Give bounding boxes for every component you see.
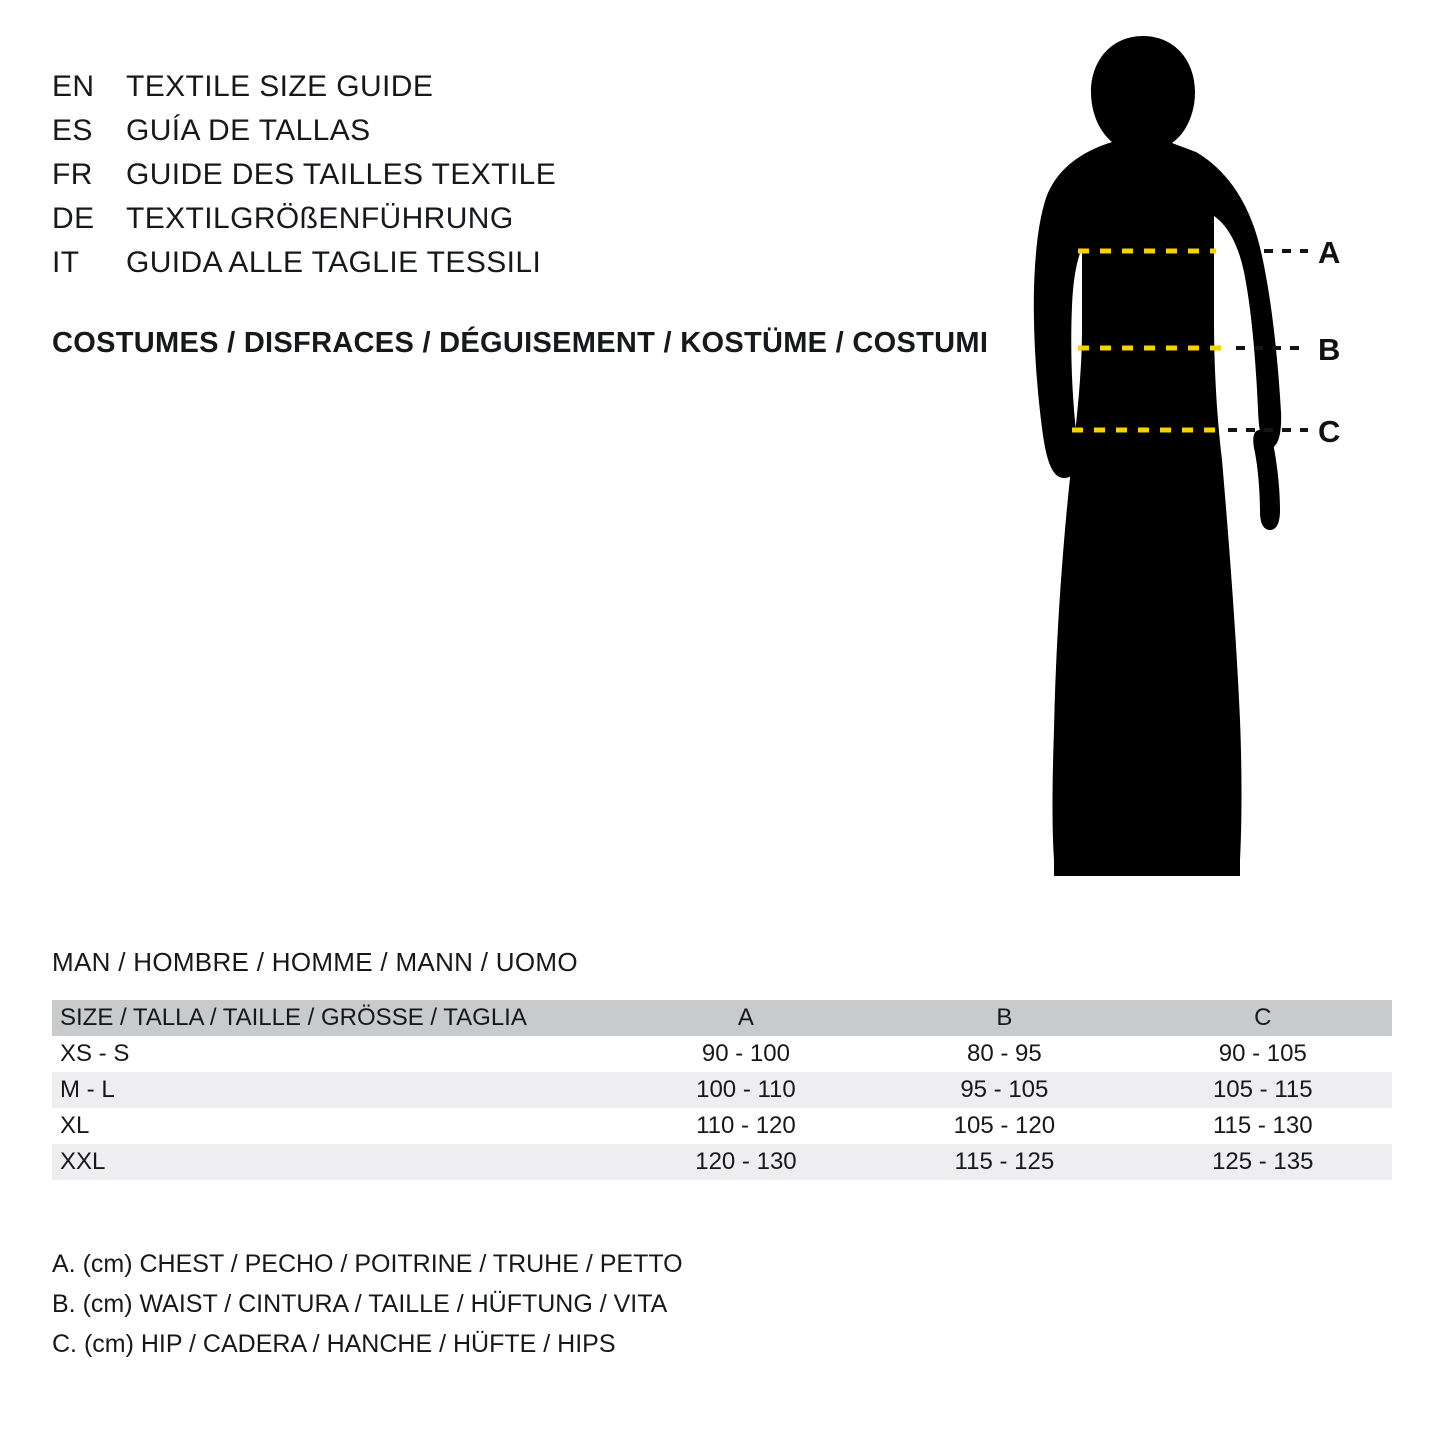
cell-size: XS - S xyxy=(60,1040,130,1067)
cell-a: 100 - 110 xyxy=(696,1076,796,1103)
language-text-it: GUIDA ALLE TAGLIE TESSILI xyxy=(126,246,542,279)
figure-label-c: C xyxy=(1318,414,1341,449)
table-row xyxy=(52,1036,1392,1072)
cell-size: XXL xyxy=(60,1148,106,1175)
silhouette-shape xyxy=(1034,36,1281,876)
table-row xyxy=(52,1072,1392,1108)
figure-label-a: A xyxy=(1318,235,1341,270)
language-code-de: DE xyxy=(52,202,95,235)
table-row xyxy=(52,1144,1392,1180)
cell-c: 105 - 115 xyxy=(1212,1076,1313,1103)
cell-c: 90 - 105 xyxy=(1218,1040,1307,1067)
table-header-row xyxy=(52,1000,1392,1036)
cell-a: 110 - 120 xyxy=(696,1112,796,1139)
body-figure xyxy=(960,30,1380,910)
legend-line-a: A. (cm) CHEST / PECHO / POITRINE / TRUHE / PETTO xyxy=(52,1250,683,1278)
cell-b: 115 - 125 xyxy=(954,1148,1055,1175)
language-code-fr: FR xyxy=(52,158,93,191)
cell-size: M - L xyxy=(60,1076,115,1103)
cell-b: 80 - 95 xyxy=(966,1040,1042,1067)
language-row-fr xyxy=(52,158,1012,202)
category-line: COSTUMES / DISFRACES / DÉGUISEMENT / KOSTÜME / COSTUMI xyxy=(52,327,989,359)
cell-a: 90 - 100 xyxy=(701,1040,790,1067)
legend-line-c: C. (cm) HIP / CADERA / HANCHE / HÜFTE / HIPS xyxy=(52,1330,616,1358)
language-row-it xyxy=(52,246,1012,290)
cell-size: XL xyxy=(60,1112,90,1139)
cell-c: 115 - 130 xyxy=(1212,1112,1313,1139)
language-row-es xyxy=(52,114,1012,158)
language-text-en: TEXTILE SIZE GUIDE xyxy=(126,70,434,103)
cell-c: 125 - 135 xyxy=(1212,1148,1314,1175)
language-code-en: EN xyxy=(52,70,95,103)
table-group-title: MAN / HOMBRE / HOMME / MANN / UOMO xyxy=(52,947,578,977)
cell-a: 120 - 130 xyxy=(695,1148,797,1175)
language-list xyxy=(52,70,1012,290)
language-row-en xyxy=(52,70,1012,114)
table-header-b: B xyxy=(996,1004,1013,1031)
language-text-fr: GUIDE DES TAILLES TEXTILE xyxy=(126,158,557,191)
language-row-de xyxy=(52,202,1012,246)
table-header-size: SIZE / TALLA / TAILLE / GRÖSSE / TAGLIA xyxy=(60,1004,527,1031)
table-row xyxy=(52,1108,1392,1144)
cell-b: 95 - 105 xyxy=(960,1076,1049,1103)
language-text-es: GUÍA DE TALLAS xyxy=(126,114,371,147)
size-table xyxy=(52,1000,1392,1180)
language-code-it: IT xyxy=(52,246,80,279)
table-header-a: A xyxy=(737,1004,754,1031)
cell-b: 105 - 120 xyxy=(953,1112,1056,1139)
language-code-es: ES xyxy=(52,114,93,147)
table-header-c: C xyxy=(1254,1004,1272,1031)
legend-line-b: B. (cm) WAIST / CINTURA / TAILLE / HÜFTUNG / VITA xyxy=(52,1290,668,1318)
language-text-de: TEXTILGRÖßENFÜHRUNG xyxy=(126,202,514,235)
figure-label-b: B xyxy=(1318,332,1341,367)
measurement-legend xyxy=(52,1244,683,1364)
